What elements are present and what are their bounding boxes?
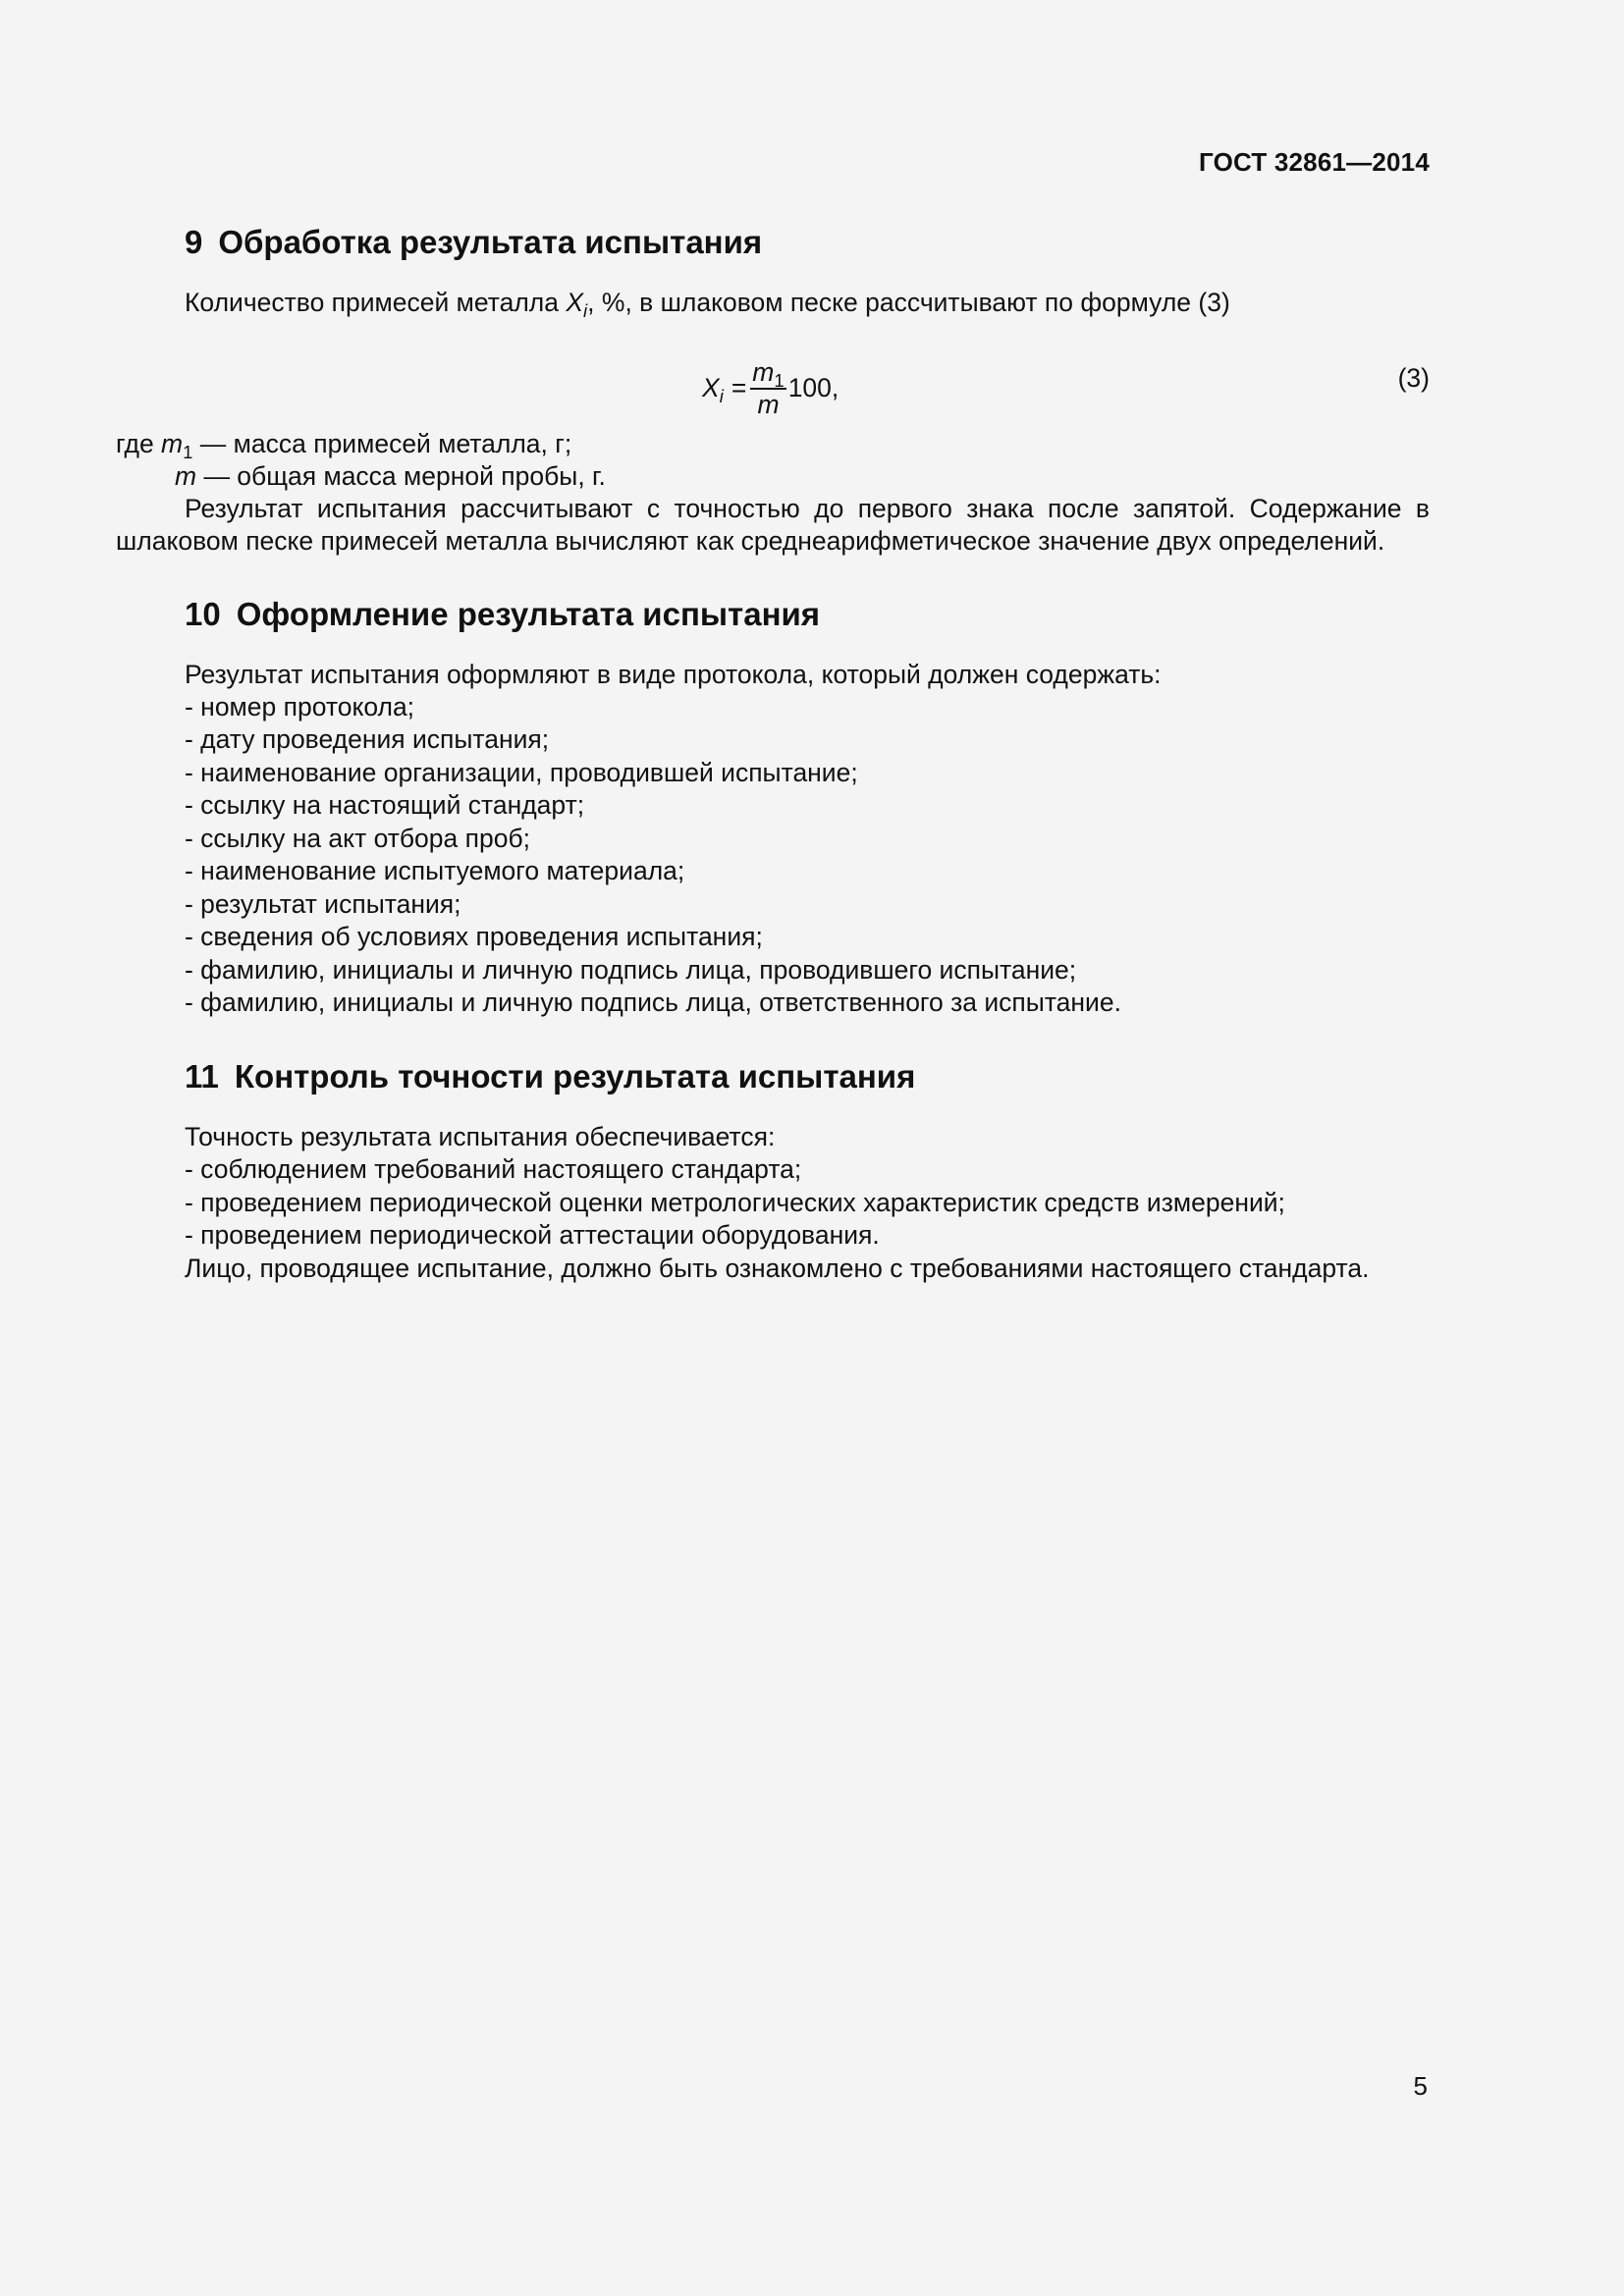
section-11-closing: Лицо, проводящее испытание, должно быть ознакомлено с требованиями настоящего стандарта. bbox=[185, 1254, 1370, 1283]
intro-text: Количество примесей металла bbox=[185, 288, 567, 317]
list-item: - фамилию, инициалы и личную подпись лица, проводившего испытание; bbox=[185, 955, 1077, 985]
where-var-m: m bbox=[175, 461, 197, 491]
formula-lhs-sub: i bbox=[719, 385, 724, 406]
list-item: - проведением периодической аттестации оборудования. bbox=[185, 1220, 880, 1250]
formula-3 bbox=[702, 351, 839, 424]
section-number: 9 bbox=[185, 224, 203, 260]
where-sub-1: 1 bbox=[183, 442, 193, 462]
where-prefix: где bbox=[116, 429, 162, 458]
where-text-1: — масса примесей металла, г; bbox=[192, 429, 572, 458]
section-10-heading bbox=[185, 596, 820, 633]
formula-lhs bbox=[702, 372, 724, 406]
formula-equals: = bbox=[731, 372, 747, 402]
page-number: 5 bbox=[1413, 2071, 1428, 2101]
section-title: Оформление результата испытания bbox=[236, 596, 821, 632]
list-item: - сведения об условиях проведения испытания; bbox=[185, 922, 763, 951]
list-item: - соблюдением требований настоящего стандарта; bbox=[185, 1154, 802, 1184]
where-line-2 bbox=[175, 460, 606, 493]
list-item: - проведением периодической оценки метрологических характеристик средств измерений; bbox=[185, 1188, 1285, 1217]
list-item: - наименование организации, проводившей испытание; bbox=[185, 758, 858, 787]
fraction-numerator bbox=[750, 358, 785, 390]
list-item: - ссылку на акт отбора проб; bbox=[185, 824, 530, 853]
section-number: 10 bbox=[185, 596, 221, 632]
list-item: - ссылку на настоящий стандарт; bbox=[185, 790, 585, 820]
intro-text-end: , %, в шлаковом песке рассчитывают по формуле (3) bbox=[587, 288, 1230, 317]
section-title: Обработка результата испытания bbox=[218, 224, 763, 260]
formula-fraction bbox=[750, 358, 785, 418]
variable-x: X bbox=[566, 288, 584, 317]
formula-number: (3) bbox=[1397, 363, 1430, 393]
subscript-i: i bbox=[583, 300, 588, 321]
list-item: - номер протокола; bbox=[185, 692, 415, 721]
list-item: - результат испытания; bbox=[185, 889, 461, 919]
section-10-intro: Результат испытания оформляют в виде протокола, который должен содержать: bbox=[185, 660, 1162, 689]
paragraph-line-1: Результат испытания рассчитывают с точностью до первого знака после запятой. Содержание в bbox=[185, 494, 1430, 523]
fraction-denominator: m bbox=[757, 389, 780, 419]
formula-lhs-var: X bbox=[702, 372, 720, 402]
paragraph-line-2: шлаковом песке примесей металла вычисляют как среднеарифметическое значение двух определений. bbox=[116, 526, 1385, 556]
section-9-intro bbox=[185, 287, 1230, 319]
section-9-paragraph bbox=[116, 493, 1430, 558]
numerator-sub: 1 bbox=[774, 369, 785, 391]
numerator-var: m bbox=[752, 356, 775, 387]
where-text-2: — общая масса мерной пробы, г. bbox=[196, 461, 606, 491]
document-id-header: ГОСТ 32861—2014 bbox=[1199, 147, 1430, 177]
section-11-heading bbox=[185, 1058, 915, 1095]
section-9-heading bbox=[185, 224, 762, 261]
section-title: Контроль точности результата испытания bbox=[234, 1058, 916, 1095]
section-11-intro: Точность результата испытания обеспечивается: bbox=[185, 1122, 776, 1151]
list-item: - фамилию, инициалы и личную подпись лица, ответственного за испытание. bbox=[185, 988, 1121, 1017]
list-item: - наименование испытуемого материала; bbox=[185, 856, 685, 885]
formula-factor: 100, bbox=[787, 372, 839, 402]
where-line-1 bbox=[116, 428, 571, 460]
section-number: 11 bbox=[185, 1058, 219, 1095]
list-item: - дату проведения испытания; bbox=[185, 724, 550, 754]
where-var-m1: m bbox=[161, 429, 184, 458]
